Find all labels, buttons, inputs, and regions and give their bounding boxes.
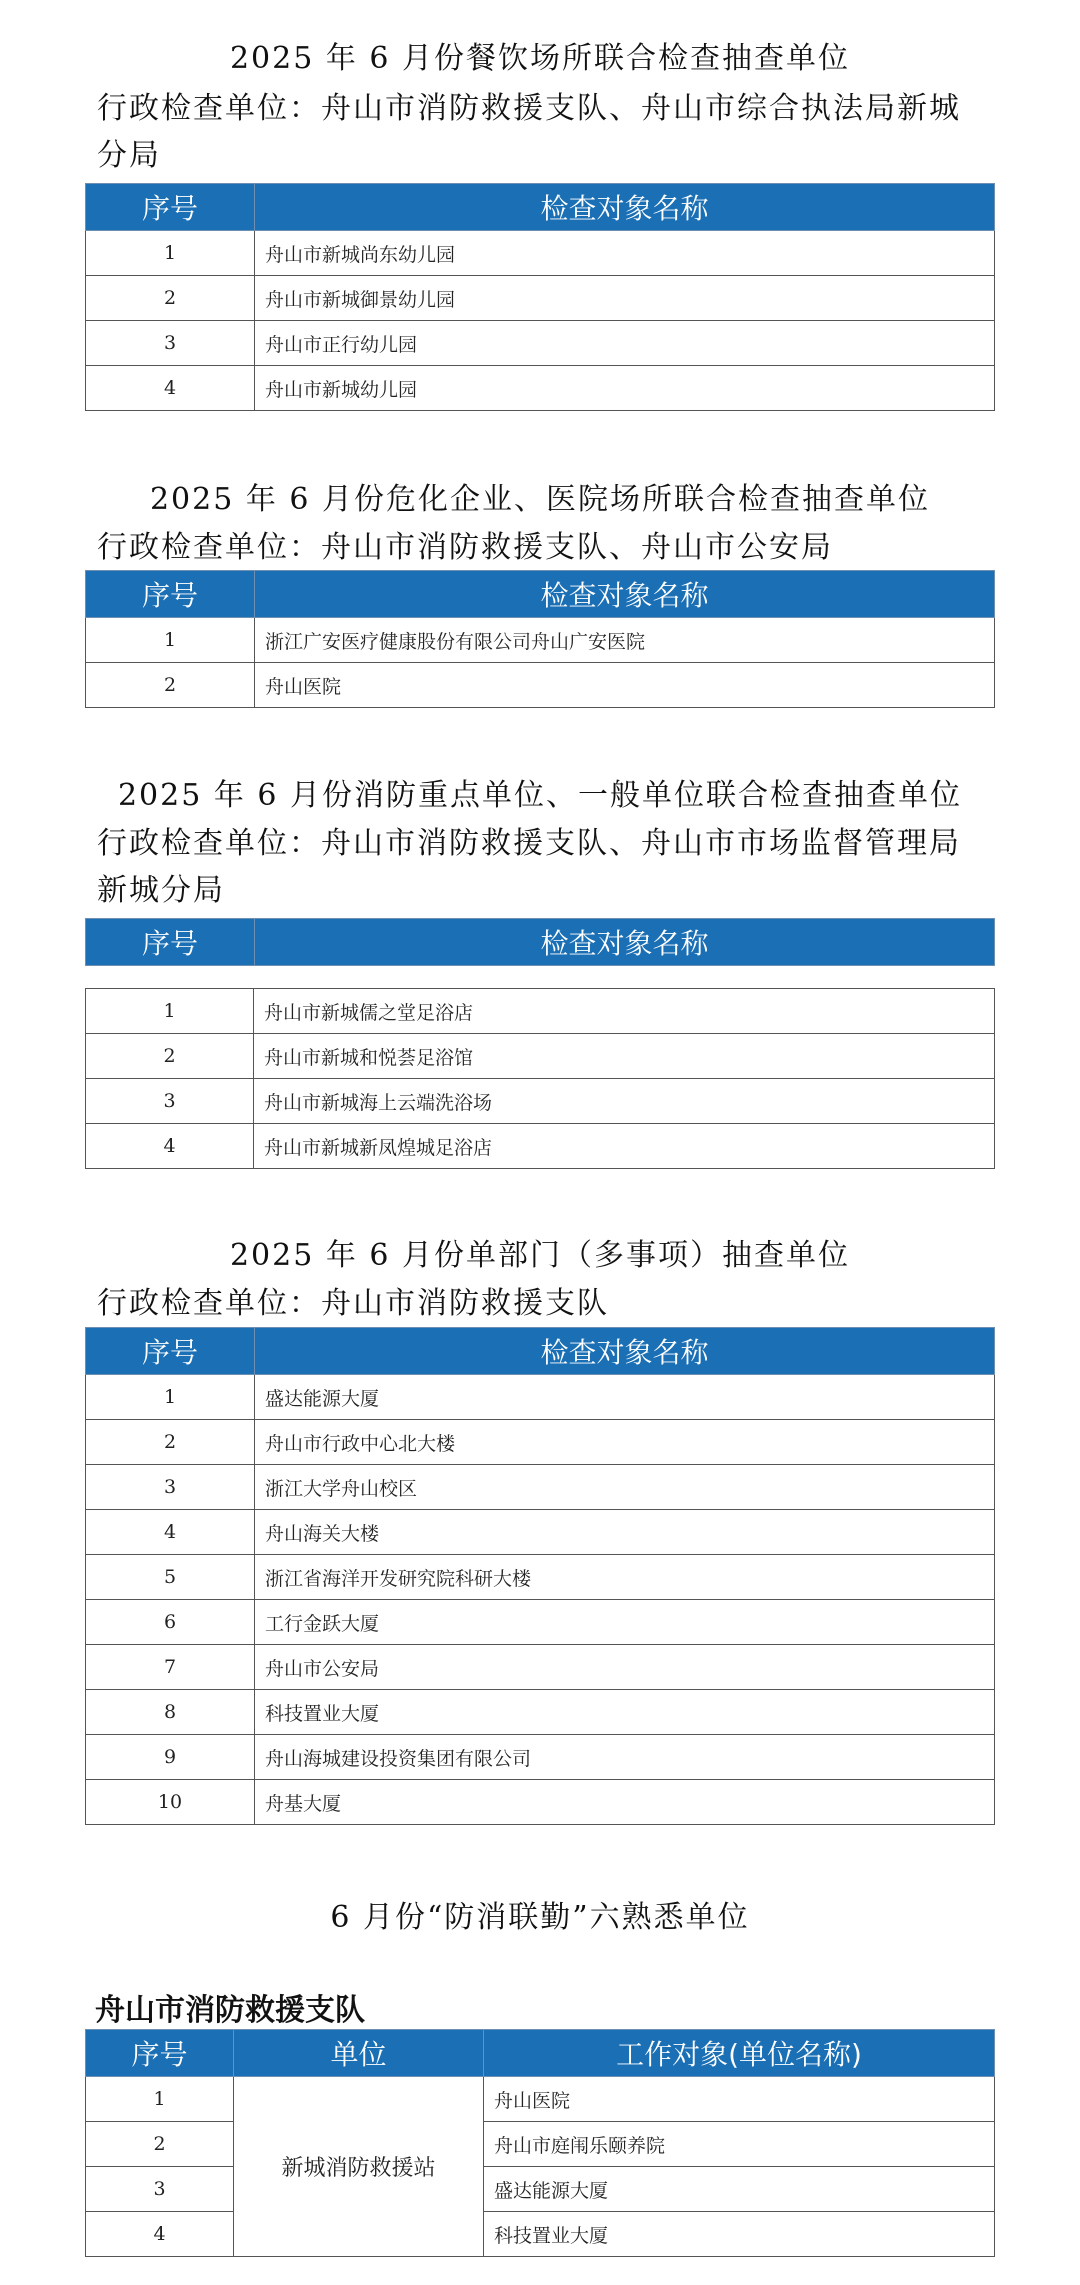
row-name: 舟山市新城幼儿园 (255, 366, 995, 411)
row-num: 1 (86, 2077, 234, 2122)
row-num: 3 (86, 321, 255, 366)
header-name: 检查对象名称 (255, 919, 995, 966)
section2-title: 2025 年 6 月份危化企业、医院场所联合检查抽查单位 (149, 482, 931, 517)
section5-title: 6 月份“防消联勤”六熟悉单位 (330, 1900, 750, 1935)
section2-agency (97, 524, 997, 571)
row-name: 舟山市正行幼儿园 (255, 321, 995, 366)
table-row (86, 618, 995, 663)
table-header-row (86, 184, 995, 231)
row-num: 8 (86, 1690, 255, 1735)
table-row (86, 321, 995, 366)
table-row (86, 1645, 995, 1690)
row-name: 舟山市新城御景幼儿园 (255, 276, 995, 321)
section1-agency (97, 85, 997, 179)
table-row (86, 1375, 995, 1420)
row-num: 4 (86, 1124, 254, 1169)
section1-table (85, 183, 995, 411)
row-num: 3 (86, 1079, 254, 1124)
header-unit: 单位 (234, 2030, 484, 2077)
table-row (86, 663, 995, 708)
row-num: 6 (86, 1600, 255, 1645)
section1-agency-line1: 行政检查单位：舟山市消防救援支队、舟山市综合执法局新城 (97, 91, 961, 126)
row-name: 舟山市公安局 (255, 1645, 995, 1690)
row-name: 舟山市新城和悦荟足浴馆 (254, 1034, 995, 1079)
table-header-row (86, 1328, 995, 1375)
table-row (86, 276, 995, 321)
section4-title: 2025 年 6 月份单部门（多事项）抽查单位 (229, 1238, 851, 1273)
section5-table (85, 2029, 995, 2257)
row-name: 舟山医院 (484, 2077, 995, 2122)
table-row (86, 1690, 995, 1735)
row-num: 2 (86, 663, 255, 708)
row-num: 2 (86, 276, 255, 321)
row-num: 3 (86, 1465, 255, 1510)
row-name: 浙江广安医疗健康股份有限公司舟山广安医院 (255, 618, 995, 663)
table-header-row (86, 919, 995, 966)
section4-agency (97, 1280, 997, 1327)
section3-table (85, 988, 995, 1169)
table-row (86, 2122, 995, 2167)
section4-table (85, 1327, 995, 1825)
table-row (86, 1079, 995, 1124)
table-row (86, 231, 995, 276)
row-num: 2 (86, 1420, 255, 1465)
header-name: 检查对象名称 (255, 1328, 995, 1375)
row-num: 4 (86, 2212, 234, 2257)
section2-agency-line1: 行政检查单位：舟山市消防救援支队、舟山市公安局 (97, 530, 833, 565)
section3-table-header (85, 918, 995, 966)
table-row (86, 989, 995, 1034)
row-name: 浙江省海洋开发研究院科研大楼 (255, 1555, 995, 1600)
row-name: 舟山市新城新凤煌城足浴店 (254, 1124, 995, 1169)
section1-title: 2025 年 6 月份餐饮场所联合检查抽查单位 (229, 41, 851, 76)
table-row (86, 2212, 995, 2257)
table-row (86, 366, 995, 411)
header-seq: 序号 (86, 1328, 255, 1375)
table-row (86, 1555, 995, 1600)
table-row (86, 1735, 995, 1780)
header-seq: 序号 (86, 571, 255, 618)
row-num: 9 (86, 1735, 255, 1780)
table-row (86, 1124, 995, 1169)
row-num: 4 (86, 1510, 255, 1555)
row-num: 1 (86, 989, 254, 1034)
table-row (86, 1780, 995, 1825)
row-name: 舟山海关大楼 (255, 1510, 995, 1555)
header-seq: 序号 (86, 919, 255, 966)
row-num: 4 (86, 366, 255, 411)
header-name: 检查对象名称 (255, 184, 995, 231)
row-name: 浙江大学舟山校区 (255, 1465, 995, 1510)
row-name: 舟山市庭闱乐颐养院 (484, 2122, 995, 2167)
header-target: 工作对象(单位名称) (484, 2030, 995, 2077)
unit-cell: 新城消防救援站 (234, 2077, 484, 2257)
row-num: 1 (86, 1375, 255, 1420)
table-row (86, 1034, 995, 1079)
row-name: 科技置业大厦 (484, 2212, 995, 2257)
section3-agency (97, 820, 997, 914)
section3-agency-line2: 新城分局 (97, 873, 225, 908)
header-name: 检查对象名称 (255, 571, 995, 618)
section3-agency-line1: 行政检查单位：舟山市消防救援支队、舟山市市场监督管理局 (97, 826, 961, 861)
row-name: 科技置业大厦 (255, 1690, 995, 1735)
table-row (86, 1600, 995, 1645)
table-row (86, 1465, 995, 1510)
table-row (86, 2167, 995, 2212)
row-name: 舟山海城建设投资集团有限公司 (255, 1735, 995, 1780)
table-row (86, 1420, 995, 1465)
row-name: 工行金跃大厦 (255, 1600, 995, 1645)
header-seq: 序号 (86, 2030, 234, 2077)
row-name: 舟山市新城海上云端洗浴场 (254, 1079, 995, 1124)
row-name: 舟基大厦 (255, 1780, 995, 1825)
row-name: 舟山市新城儒之堂足浴店 (254, 989, 995, 1034)
section4-agency-line1: 行政检查单位：舟山市消防救援支队 (97, 1286, 609, 1321)
section5-agency: 舟山市消防救援支队 (95, 1993, 365, 2028)
row-num: 2 (86, 1034, 254, 1079)
table-header-row (86, 2030, 995, 2077)
row-num: 7 (86, 1645, 255, 1690)
row-name: 盛达能源大厦 (255, 1375, 995, 1420)
row-name: 舟山医院 (255, 663, 995, 708)
section2-table (85, 570, 995, 708)
row-num: 3 (86, 2167, 234, 2212)
row-num: 2 (86, 2122, 234, 2167)
row-num: 10 (86, 1780, 255, 1825)
row-name: 舟山市新城尚东幼儿园 (255, 231, 995, 276)
row-name: 盛达能源大厦 (484, 2167, 995, 2212)
row-name: 舟山市行政中心北大楼 (255, 1420, 995, 1465)
table-row (86, 1510, 995, 1555)
row-num: 1 (86, 231, 255, 276)
section1-agency-line2: 分局 (97, 138, 161, 173)
row-num: 5 (86, 1555, 255, 1600)
section3-title: 2025 年 6 月份消防重点单位、一般单位联合检查抽查单位 (117, 778, 963, 813)
header-seq: 序号 (86, 184, 255, 231)
table-header-row (86, 571, 995, 618)
row-num: 1 (86, 618, 255, 663)
table-row (86, 2077, 995, 2122)
